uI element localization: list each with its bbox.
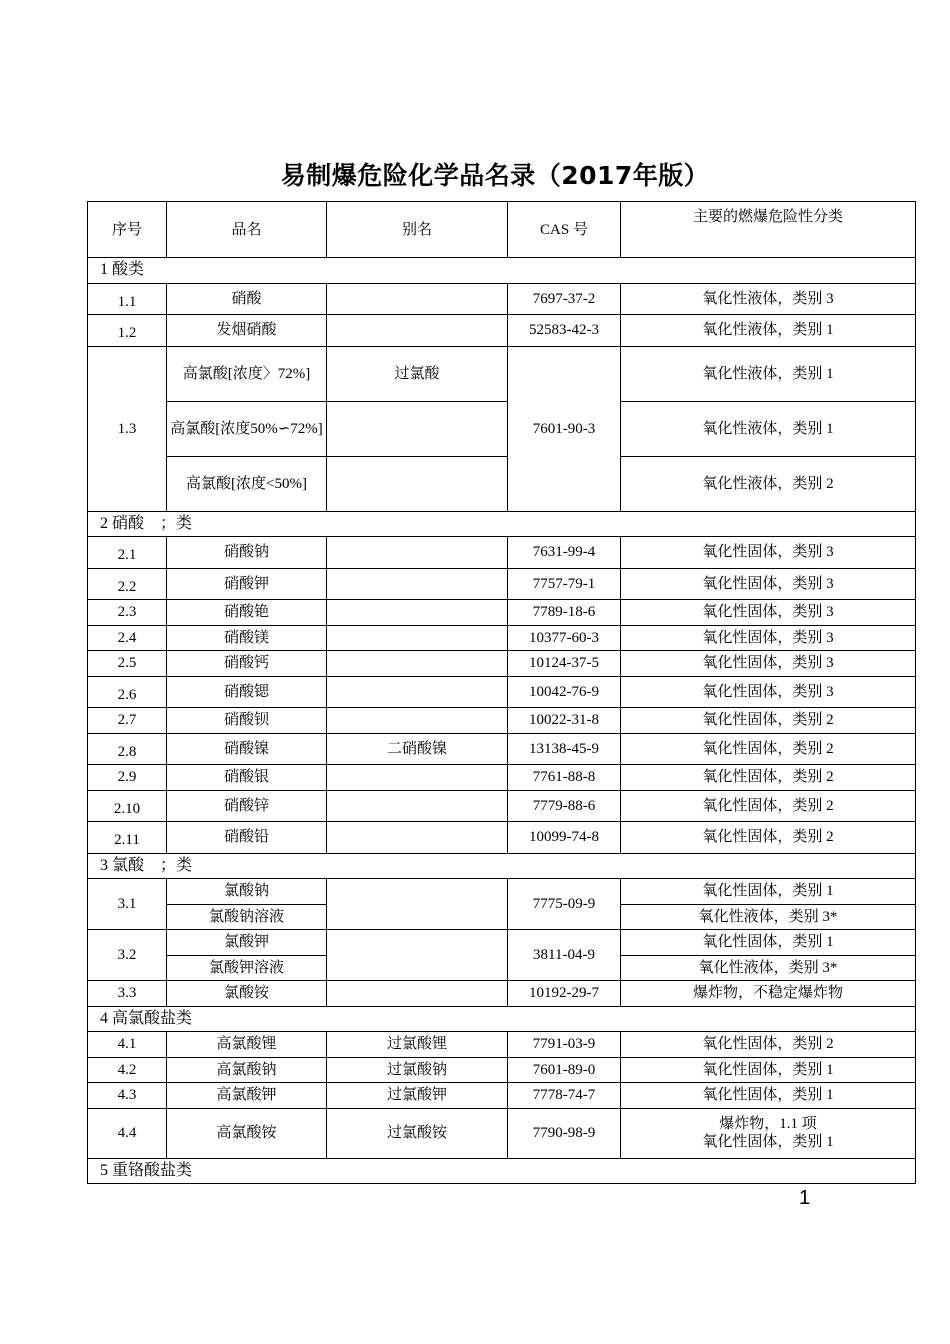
cell-name: 高氯酸铵: [167, 1108, 327, 1158]
cell-alias: 过氯酸钾: [327, 1083, 508, 1109]
cell-name: 高氯酸[浓度〉72%]: [167, 346, 327, 401]
cell-no: 2.4: [88, 625, 167, 651]
cell-hazard: 氧化性液体，类别 3*: [621, 955, 916, 981]
cell-name: 硝酸钡: [167, 708, 327, 734]
cell-alias: [327, 456, 508, 511]
cell-hazard: 氧化性固体，类别 3: [621, 676, 916, 708]
cell-hazard: 氧化性液体，类别 3*: [621, 904, 916, 930]
cell-hazard: 氧化性固体，类别 3: [621, 537, 916, 569]
cell-name: 氯酸钠溶液: [167, 904, 327, 930]
cell-name: 硝酸镁: [167, 625, 327, 651]
cell-hazard: 氧化性固体，类别 1: [621, 930, 916, 956]
table-row: [88, 790, 916, 822]
cell-hazard: 氧化性液体，类别 2: [621, 456, 916, 511]
cell-hazard: [621, 1108, 916, 1158]
page-title: 易制爆危险化学品名录（2017年版）: [280, 161, 710, 190]
cell-name: 氯酸钾: [167, 930, 327, 956]
table-row: [88, 401, 916, 456]
cell-no: 2.5: [88, 651, 167, 677]
cell-cas: 7601-89-0: [508, 1057, 621, 1083]
header-alias: 别名: [327, 202, 508, 258]
cell-cas: 7775-09-9: [508, 879, 621, 930]
cell-alias: [327, 981, 508, 1007]
cell-hazard: 氧化性液体，类别 1: [621, 346, 916, 401]
cell-name: 发烟硝酸: [167, 315, 327, 347]
cell-hazard: 氧化性固体，类别 1: [621, 1057, 916, 1083]
cell-hazard: 氧化性固体，类别 3: [621, 568, 916, 600]
header-name: 品名: [167, 202, 327, 258]
cell-alias: [327, 676, 508, 708]
cell-hazard: 氧化性固体，类别 2: [621, 790, 916, 822]
table-row: [88, 708, 916, 734]
section-row: [88, 258, 916, 284]
cell-name: 硝酸钙: [167, 651, 327, 677]
header-cas: CAS 号: [508, 202, 621, 258]
cell-name: 硝酸铯: [167, 600, 327, 626]
table-row: [88, 1083, 916, 1109]
cell-hazard: 氧化性液体，类别 3: [621, 283, 916, 315]
cell-no: 3.2: [88, 930, 167, 981]
page-number: 1: [799, 1187, 811, 1209]
hazard-line: 爆炸物，1.1 项: [719, 1116, 817, 1132]
cell-no: 2.3: [88, 600, 167, 626]
cell-no: 1.1: [88, 283, 167, 315]
cell-alias: [327, 537, 508, 569]
header-no: 序号: [88, 202, 167, 258]
cell-alias: [327, 790, 508, 822]
cell-alias: 过氯酸铵: [327, 1108, 508, 1158]
cell-no: 2.10: [88, 790, 167, 822]
table-row: [88, 879, 916, 905]
cell-name: 硝酸镍: [167, 733, 327, 765]
section-row: [88, 853, 916, 879]
cell-no: 2.11: [88, 822, 167, 854]
cell-name: 硝酸铅: [167, 822, 327, 854]
table-row: [88, 676, 916, 708]
cell-cas: 10042-76-9: [508, 676, 621, 708]
table-row: [88, 733, 916, 765]
cell-cas: 10124-37-5: [508, 651, 621, 677]
cell-cas: 52583-42-3: [508, 315, 621, 347]
cell-alias: [327, 283, 508, 315]
cell-cas: 10377-60-3: [508, 625, 621, 651]
cell-hazard: 氧化性固体，类别 2: [621, 765, 916, 791]
cell-cas: 10022-31-8: [508, 708, 621, 734]
section-label: 5 重铬酸盐类: [88, 1158, 916, 1184]
table-row: [88, 537, 916, 569]
cell-alias: 过氯酸钠: [327, 1057, 508, 1083]
cell-name: 硝酸钾: [167, 568, 327, 600]
cell-name: 硝酸银: [167, 765, 327, 791]
table-row: [88, 765, 916, 791]
table-row: [88, 600, 916, 626]
cell-cas: 7761-88-8: [508, 765, 621, 791]
cell-cas: 7789-18-6: [508, 600, 621, 626]
cell-no: 3.3: [88, 981, 167, 1007]
cell-name: 硝酸锶: [167, 676, 327, 708]
cell-alias: [327, 651, 508, 677]
cell-no: 2.1: [88, 537, 167, 569]
cell-hazard: 氧化性固体，类别 2: [621, 708, 916, 734]
table-row: [88, 930, 916, 956]
cell-cas: 10192-29-7: [508, 981, 621, 1007]
cell-hazard: 氧化性固体，类别 1: [621, 879, 916, 905]
cell-no: 3.1: [88, 879, 167, 930]
table-row: [88, 651, 916, 677]
cell-cas: 7778-74-7: [508, 1083, 621, 1109]
cell-alias: [327, 708, 508, 734]
cell-hazard: 氧化性液体，类别 1: [621, 315, 916, 347]
cell-cas: 7757-79-1: [508, 568, 621, 600]
cell-name: 硝酸锌: [167, 790, 327, 822]
cell-hazard: 氧化性固体，类别 3: [621, 625, 916, 651]
cell-name: 高氯酸[浓度<50%]: [167, 456, 327, 511]
cell-alias: [327, 822, 508, 854]
cell-name: 硝酸钠: [167, 537, 327, 569]
cell-no: 2.9: [88, 765, 167, 791]
cell-no: 1.3: [88, 346, 167, 511]
cell-no: 2.6: [88, 676, 167, 708]
cell-cas: 7601-90-3: [508, 346, 621, 511]
cell-cas: 7631-99-4: [508, 537, 621, 569]
table-row: [88, 1032, 916, 1058]
cell-alias: [327, 930, 508, 981]
chemicals-table: [87, 201, 916, 1184]
table-row: [88, 981, 916, 1007]
cell-no: 4.2: [88, 1057, 167, 1083]
table-header-row: [88, 202, 916, 258]
cell-alias: [327, 625, 508, 651]
cell-no: 4.3: [88, 1083, 167, 1109]
cell-cas: 3811-04-9: [508, 930, 621, 981]
section-row: [88, 1158, 916, 1184]
cell-alias: [327, 879, 508, 930]
cell-cas: 7779-88-6: [508, 790, 621, 822]
section-row: [88, 511, 916, 537]
cell-name: 氯酸钠: [167, 879, 327, 905]
section-label: 3 氯酸 ；类: [88, 853, 916, 879]
cell-alias: 过氯酸锂: [327, 1032, 508, 1058]
cell-name: 高氯酸钾: [167, 1083, 327, 1109]
cell-hazard: 氧化性固体，类别 2: [621, 733, 916, 765]
cell-alias: 过氯酸: [327, 346, 508, 401]
cell-name: 氯酸铵: [167, 981, 327, 1007]
table-row: [88, 346, 916, 401]
cell-name: 硝酸: [167, 283, 327, 315]
cell-name: 氯酸钾溶液: [167, 955, 327, 981]
section-row: [88, 1006, 916, 1032]
table-row: [88, 568, 916, 600]
cell-alias: [327, 568, 508, 600]
cell-no: 4.1: [88, 1032, 167, 1058]
cell-cas: 7791-03-9: [508, 1032, 621, 1058]
table-row: [88, 625, 916, 651]
cell-hazard: 氧化性固体，类别 2: [621, 822, 916, 854]
cell-cas: 13138-45-9: [508, 733, 621, 765]
cell-alias: [327, 315, 508, 347]
cell-hazard: 氧化性固体，类别 2: [621, 1032, 916, 1058]
cell-no: 2.2: [88, 568, 167, 600]
cell-no: 1.2: [88, 315, 167, 347]
table-row: [88, 456, 916, 511]
table-row: [88, 1057, 916, 1083]
cell-no: 2.7: [88, 708, 167, 734]
table-row: [88, 1108, 916, 1158]
table-row: [88, 283, 916, 315]
hazard-line: 氧化性固体，类别 1: [702, 1134, 834, 1150]
cell-no: 2.8: [88, 733, 167, 765]
cell-alias: [327, 401, 508, 456]
cell-name: 高氯酸锂: [167, 1032, 327, 1058]
cell-name: 高氯酸[浓度50%∽72%]: [167, 401, 327, 456]
cell-hazard: 爆炸物，不稳定爆炸物: [621, 981, 916, 1007]
cell-hazard: 氧化性固体，类别 3: [621, 600, 916, 626]
cell-cas: 7697-37-2: [508, 283, 621, 315]
cell-alias: 二硝酸镍: [327, 733, 508, 765]
cell-name: 高氯酸钠: [167, 1057, 327, 1083]
cell-hazard: 氧化性固体，类别 1: [621, 1083, 916, 1109]
table-row: [88, 822, 916, 854]
cell-hazard: 氧化性固体，类别 3: [621, 651, 916, 677]
section-label: 2 硝酸 ；类: [88, 511, 916, 537]
cell-cas: 10099-74-8: [508, 822, 621, 854]
section-label: 4 高氯酸盐类: [88, 1006, 916, 1032]
header-hazard: 主要的燃爆危险性分类: [621, 202, 916, 258]
cell-no: 4.4: [88, 1108, 167, 1158]
cell-hazard: 氧化性液体，类别 1: [621, 401, 916, 456]
section-label: 1 酸类: [88, 258, 916, 284]
cell-alias: [327, 765, 508, 791]
cell-alias: [327, 600, 508, 626]
table-row: [88, 315, 916, 347]
cell-cas: 7790-98-9: [508, 1108, 621, 1158]
